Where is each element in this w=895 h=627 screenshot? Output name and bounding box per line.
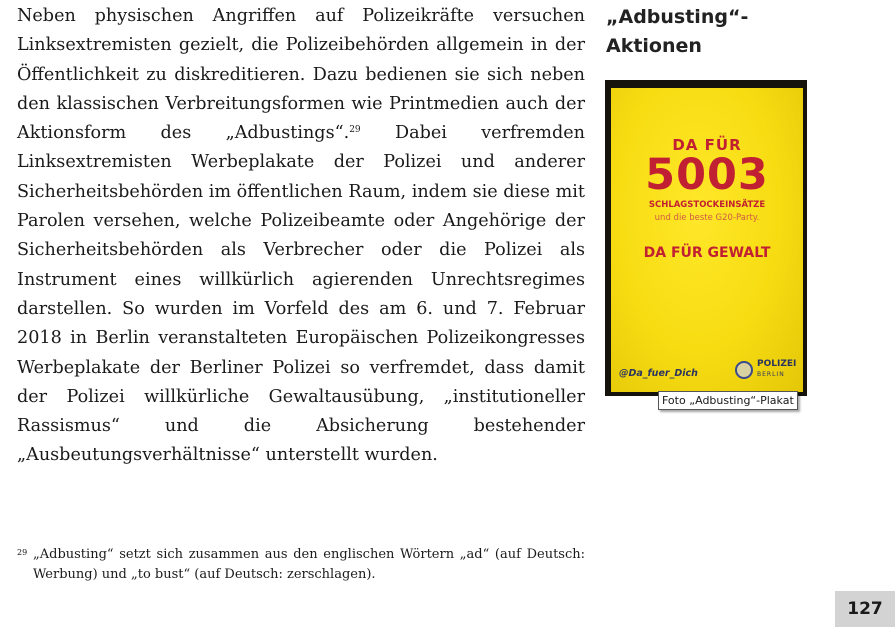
poster-hashtag: @Da_fuer_Dich: [619, 368, 698, 379]
footnote-text: „Adbusting“ setzt sich zusammen aus den englischen Wörtern „ad“ (auf Deutsch: Werbung) und „to bust“ (auf Deutsch: zerschlagen).: [33, 547, 585, 582]
photo-caption-tooltip: Foto „Adbusting“-Plakat: [658, 391, 798, 410]
poster: [611, 88, 803, 392]
adbusting-photo: [605, 80, 807, 396]
poster-logo-text: POLIZEI: [757, 359, 797, 369]
footnote-number: 29: [17, 548, 28, 557]
poster-line3: DA FÜR GEWALT: [643, 245, 771, 261]
page-number: 127: [835, 591, 895, 627]
footnote: [17, 545, 585, 585]
police-star-icon: [735, 361, 753, 379]
poster-logo-subtext: BERLIN: [757, 371, 785, 378]
poster-line1: DA FÜR: [672, 136, 742, 154]
body-text-part2: Dabei verfremden Linksextremisten Werbeplakate der Polizei und anderer Sicherheitsbehörden im öffentlichen Raum, indem sie diese mit Parolen versehen, welche Polizeibeamte oder Angehörige der Sicherheitsbehörden als Verbrecher oder die Polizei als Instrument eines willkürlich agierenden Unrechtsregimes darstellen. So wurden im Vorfeld des am 6. und 7. Februar 2018 in Berlin veranstalteten Europäischen Polizeikongresses Werbeplakate der Berliner Polizei so verfremdet, dass damit der Polizei willkürliche Gewaltausübung, „institutioneller Rassismus“ und die Absicherung bestehender „Ausbeutungsverhältnisse“ unterstellt wurden.: [17, 123, 585, 466]
poster-subline: SCHLAGSTOCKEINSÄTZE: [648, 200, 766, 210]
poster-subline2: und die beste G20-Party.: [654, 213, 760, 223]
poster-number: 5003: [645, 150, 769, 200]
sidebar-heading: „Adbusting“-Aktionen: [606, 6, 749, 57]
body-paragraph: [17, 2, 585, 471]
footnote-reference[interactable]: 29: [349, 125, 361, 136]
body-text-part1: Neben physischen Angriffen auf Polizeikräfte versuchen Linksextremisten gezielt, die Polizeibehörden allgemein in der Öffentlichkeit zu diskreditieren. Dazu bedienen sie sich neben den klassischen Verbreitungsformen wie Printmedien auch der Aktionsform des „Adbustings“.: [17, 6, 585, 144]
